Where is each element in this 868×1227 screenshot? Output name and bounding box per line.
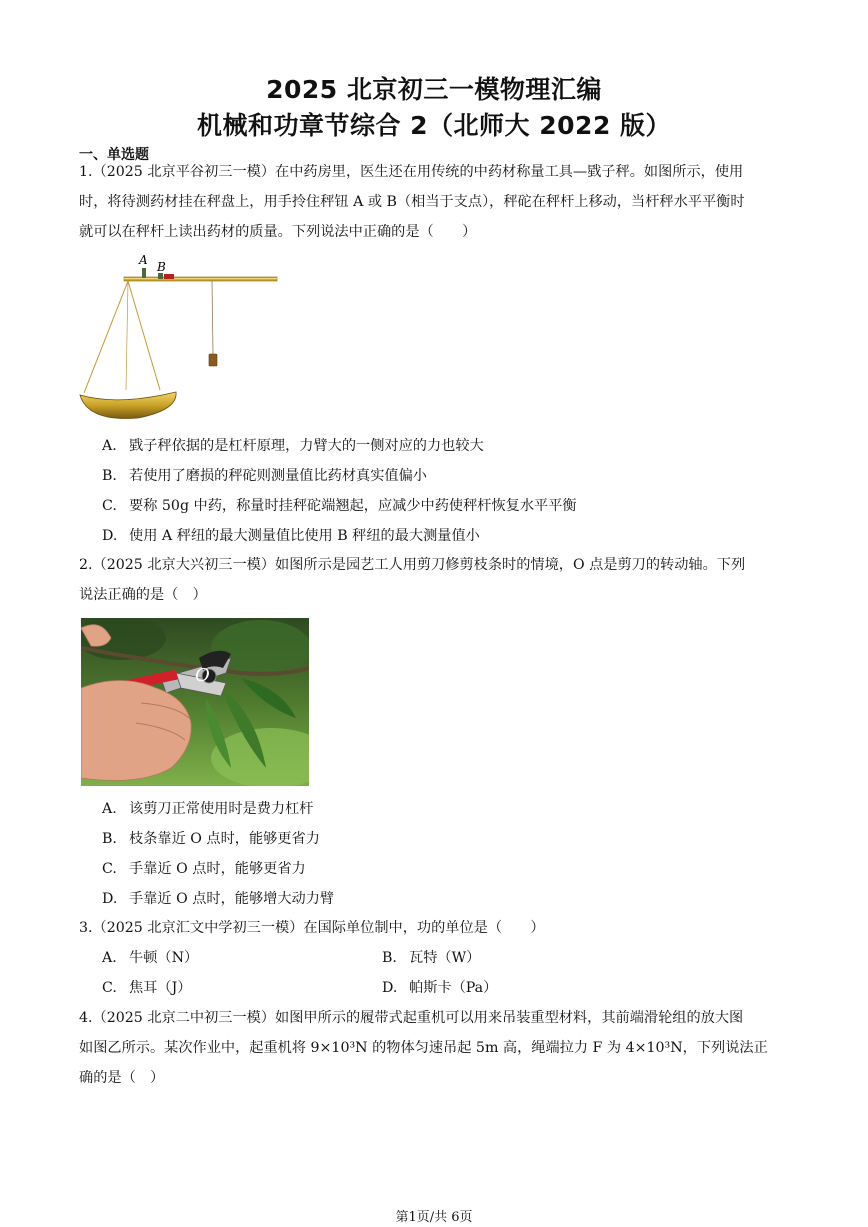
option-letter: D. xyxy=(382,980,398,996)
question-3-option-c[interactable] xyxy=(102,978,191,998)
label-o: O xyxy=(195,665,210,686)
question-2-option-c[interactable] xyxy=(102,859,306,879)
option-letter: D. xyxy=(102,528,118,544)
question-1-line: 1.（2025 北京平谷初三一模）在中药房里，医生还在用传统的中药材称量工具—戥子秤。如图所示，使用 xyxy=(79,164,744,180)
question-1-line: 就可以在秤杆上读出药材的质量。下列说法中正确的是（ ） xyxy=(79,224,477,240)
option-letter: C. xyxy=(102,980,117,996)
question-2-stem xyxy=(79,550,791,610)
option-letter: A. xyxy=(102,950,117,966)
steelyard-figure xyxy=(78,250,283,425)
question-3-stem xyxy=(79,913,791,943)
option-letter: A. xyxy=(102,438,117,454)
option-letter: B. xyxy=(102,831,117,847)
option-letter: C. xyxy=(102,498,117,514)
option-text: 手靠近 O 点时，能够更省力 xyxy=(129,861,306,877)
page-number: 第1页/共 6页 xyxy=(395,1210,473,1225)
page-title: 2025 北京初三一模物理汇编 xyxy=(266,75,602,104)
question-2-option-b[interactable] xyxy=(102,829,320,849)
question-1-stem xyxy=(79,157,791,247)
question-2-option-d[interactable] xyxy=(102,889,334,909)
option-text: 帕斯卡（Pa） xyxy=(409,980,498,996)
option-text: 使用 A 秤纽的最大测量值比使用 B 秤纽的最大测量值小 xyxy=(129,528,480,544)
question-3-line: 3.（2025 北京汇文中学初三一模）在国际单位制中，功的单位是（ ） xyxy=(79,920,545,936)
question-4-stem xyxy=(79,1003,791,1093)
page-subtitle: 机械和功章节综合 2（北师大 2022 版） xyxy=(196,111,672,140)
question-1-option-b[interactable] xyxy=(102,466,427,486)
question-4-line: 4.（2025 北京二中初三一模）如图甲所示的履带式起重机可以用来吊装重型材料，其前端滑轮组的放大图 xyxy=(79,1010,744,1026)
question-4-line: 确的是（ ） xyxy=(79,1070,165,1086)
option-letter: B. xyxy=(102,468,117,484)
label-b: B xyxy=(157,260,166,274)
question-1-option-c[interactable] xyxy=(102,496,577,516)
option-text: 手靠近 O 点时，能够增大动力臂 xyxy=(129,891,335,907)
option-text: 焦耳（J） xyxy=(129,980,192,996)
section-heading: 一、单选题 xyxy=(79,147,149,163)
question-1-option-a[interactable] xyxy=(102,436,484,456)
question-2-line: 说法正确的是（ ） xyxy=(79,587,207,603)
question-1-option-d[interactable] xyxy=(102,526,480,546)
option-text: 瓦特（W） xyxy=(409,950,481,966)
option-text: 若使用了磨损的秤砣则测量值比药材真实值偏小 xyxy=(129,468,427,484)
label-a: A xyxy=(139,253,148,267)
option-text: 戥子秤依据的是杠杆原理，力臂大的一侧对应的力也较大 xyxy=(129,438,484,454)
question-2-line: 2.（2025 北京大兴初三一模）如图所示是园艺工人用剪刀修剪枝条时的情境，O 点是剪刀的转动轴。下列 xyxy=(79,557,746,573)
option-letter: B. xyxy=(382,950,397,966)
option-text: 枝条靠近 O 点时，能够更省力 xyxy=(129,831,320,847)
option-letter: D. xyxy=(102,891,118,907)
question-3-option-d[interactable] xyxy=(382,978,497,998)
option-text: 牛顿（N） xyxy=(129,950,199,966)
question-1-line: 时，将待测药材挂在秤盘上，用手拎住秤钮 A 或 B（相当于支点），秤砣在秤杆上移动，当杆秤水平平衡时 xyxy=(79,194,745,210)
option-letter: A. xyxy=(102,801,117,817)
option-text: 要称 50g 中药，称量时挂秤砣端翘起，应减少中药使秤杆恢复水平平衡 xyxy=(129,498,577,514)
option-text: 该剪刀正常使用时是费力杠杆 xyxy=(129,801,314,817)
question-3-option-b[interactable] xyxy=(382,948,480,968)
question-4-line: 如图乙所示。某次作业中，起重机将 9×10³N 的物体匀速吊起 5m 高，绳端拉力 F 为 4×10³N，下列说法正 xyxy=(79,1040,768,1056)
option-letter: C. xyxy=(102,861,117,877)
pruning-shears-photo xyxy=(81,618,309,786)
question-2-option-a[interactable] xyxy=(102,799,313,819)
question-3-option-a[interactable] xyxy=(102,948,198,968)
